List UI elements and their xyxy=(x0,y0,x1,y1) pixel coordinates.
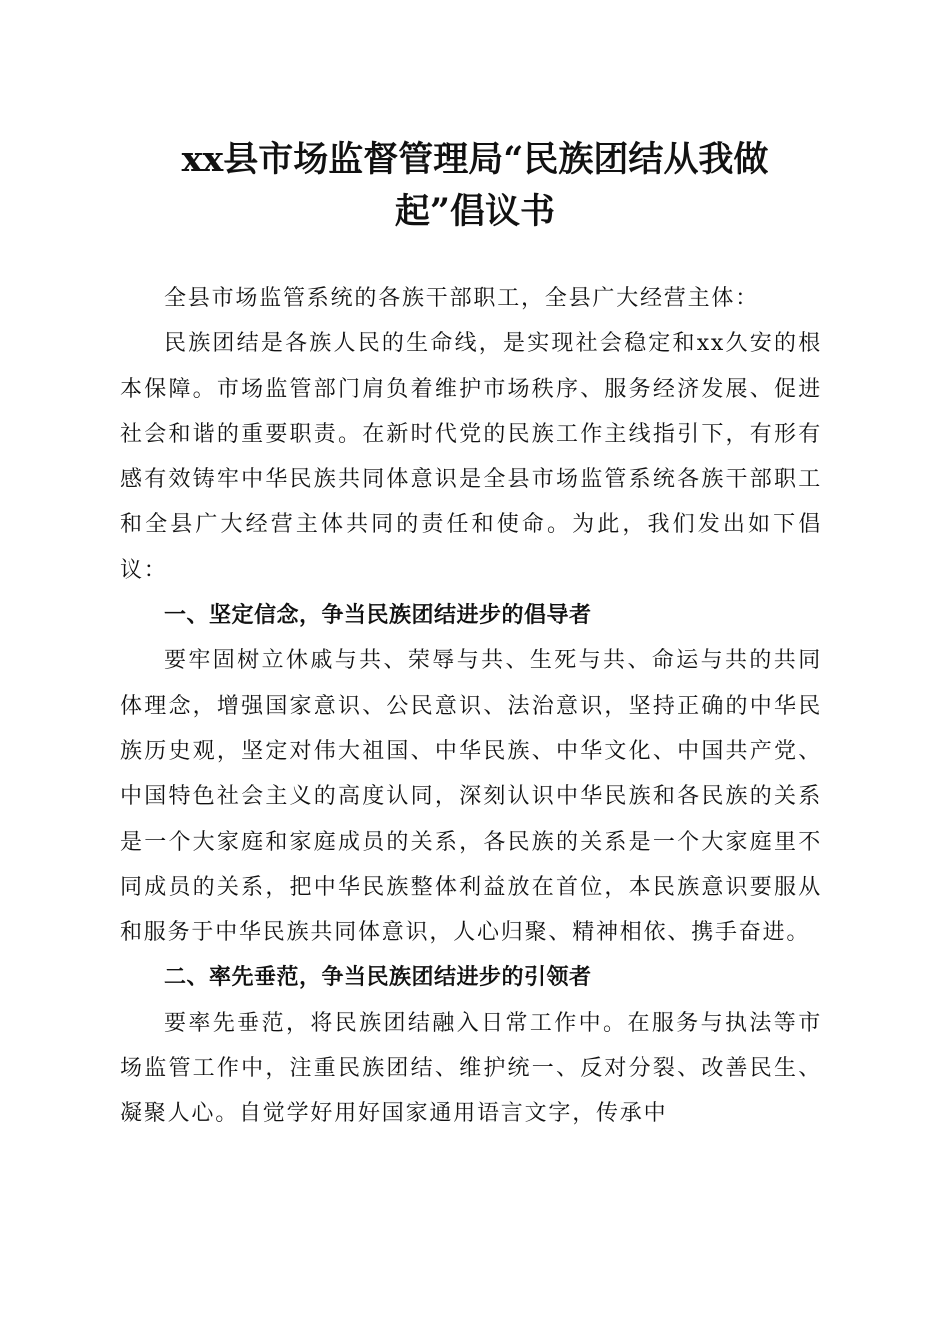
salutation: 全县市场监管系统的各族干部职工，全县广大经营主体： xyxy=(164,286,760,311)
title-line-1: xx县市场监督管理局“民族团结从我做 xyxy=(181,139,769,180)
section-2-paragraph: 要率先垂范，将民族团结融入日常工作中。在服务与执法等市场监管工作中，注重民族团结、维护统一、反对分裂、改善民生、凝聚人心。自觉学好用好国家通用语言文字，传承中 xyxy=(120,1010,822,1127)
section-2-heading: 二、率先垂范，争当民族团结进步的引领者 xyxy=(164,965,592,991)
section-1-paragraph: 要牢固树立休戚与共、荣辱与共、生死与共、命运与共的共同体理念，增强国家意识、公民意识、法治意识，坚持正确的中华民族历史观，坚定对伟大祖国、中华民族、中华文化、中国共产党、中国特色社会主义的高度认同，深刻认识中华民族和各民族的关系是一个大家庭和家庭成员的关系，各民族的关系是一个大家庭里不同成员的关系，把中华民族整体利益放在首位，本民族意识要服从和服务于中华民族共同体意识，人心归聚、精神相依、携手奋进。 xyxy=(120,648,822,946)
intro-paragraph: 民族团结是各族人民的生命线，是实现社会稳定和xx久安的根本保障。市场监管部门肩负着维护市场秩序、服务经济发展、促进社会和谐的重要职责。在新时代党的民族工作主线指引下，有形有感有效铸牢中华民族共同体意识是全县市场监管系统各族干部职工和全县广大经营主体共同的责任和使命。为此，我们发出如下倡议： xyxy=(120,331,822,583)
section-1-heading: 一、坚定信念，争当民族团结进步的倡导者 xyxy=(164,603,592,629)
title-line-2: 起”倡议书 xyxy=(394,191,556,232)
document-title xyxy=(120,134,830,238)
document-body xyxy=(120,276,822,1137)
